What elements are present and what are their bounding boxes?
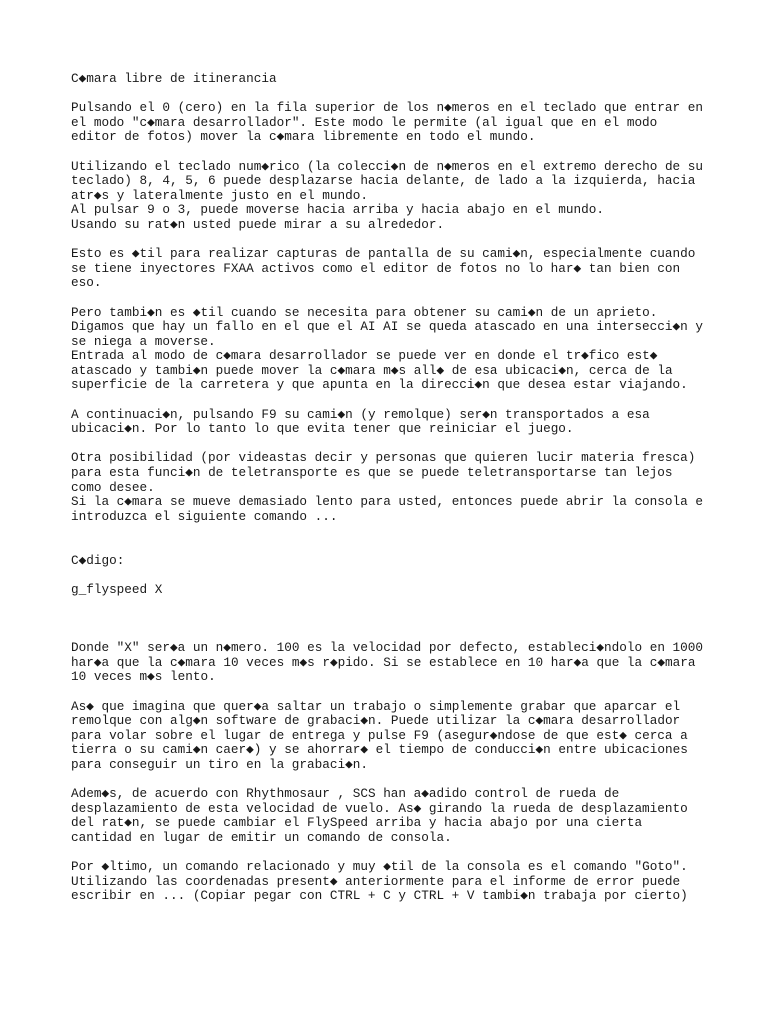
spacer <box>71 568 711 583</box>
paragraph-flyspeed-value: Donde "X" ser◆a un n◆mero. 100 es la velocidad por defecto, estableci◆ndolo en 1000 har◆a que la c◆mara 10 veces m◆s r◆pido. Si se establece en 10 har◆a que la c◆mara 10 veces m◆s lento. <box>71 640 704 685</box>
spacer <box>71 845 711 860</box>
paragraph-numpad-controls: Utilizando el teclado num◆rico (la colecci◆n de n◆meros en el extremo derecho de su teclado) 8, 4, 5, 6 puede desplazarse hacia delante, de lado a la izquierda, hacia atr◆s y lateralmente justo en el mundo. Al pulsar 9 o 3, puede moverse hacia arriba y hacia abajo en el mundo. Usando su rat◆n usted puede mirar a su alrededor. <box>71 158 704 232</box>
spacer <box>71 773 711 788</box>
document-page <box>71 72 711 904</box>
spacer <box>71 291 711 306</box>
paragraph-screenshots: Esto es ◆til para realizar capturas de pantalla de su cami◆n, especialmente cuando se tiene inyectores FXAA activos como el editor de fotos no lo har◆ tan bien con eso. <box>71 246 696 291</box>
paragraph-recording-tip: As◆ que imagina que quer◆a saltar un trabajo o simplemente grabar que aparcar el remolque con alg◆n software de grabaci◆n. Puede utilizar la c◆mara desarrollador para volar sobre el lugar de entrega y pulse F9 (asegur◆ndose de que est◆ cerca a tierra o su cami◆n caer◆) y se ahorrar◆ el tiempo de conducci◆n entre ubicaciones para conseguir un tiro en la grabaci◆n. <box>71 698 688 772</box>
spacer <box>71 233 711 248</box>
spacer <box>71 685 711 700</box>
paragraph-stuck-truck: Pero tambi◆n es ◆til cuando se necesita para obtener su cami◆n de un aprieto. Digamos que hay un fallo en el que el AI AI se queda atascado en una intersecci◆n y se niega a moverse. Entrada al modo de c◆mara desarrollador se puede ver en donde el tr◆fico est◆ atascado y tambi◆n puede mover la c◆mara m◆s all◆ de esa ubicaci◆n, cerca de la superficie de la carretera y que apunta en la direcci◆n que desea estar viajando. <box>71 304 703 393</box>
spacer <box>71 393 711 408</box>
code-command: g_flyspeed X <box>71 581 163 597</box>
spacer <box>71 145 711 160</box>
spacer <box>71 597 711 641</box>
paragraph-scroll-wheel: Adem◆s, de acuerdo con Rhythmosaur , SCS han a◆adido control de rueda de desplazamiento de esta velocidad de vuelo. As◆ girando la rueda de desplazamiento del rat◆n, se puede cambiar el FlySpeed arriba y hacia abajo por una cierta cantidad en lugar de emitir un comando de consola. <box>71 786 688 845</box>
spacer <box>71 87 711 102</box>
paragraph-videographers: Otra posibilidad (por videastas decir y personas que quieren lucir materia fresca) para esta funci◆n de teletransporte es que se puede teletransportarse tan lejos como desee. Si la c◆mara se mueve demasiado lento para usted, entonces puede abrir la consola e introduzca el siguiente comando ... <box>71 450 703 524</box>
spacer <box>71 437 711 452</box>
document-title: C◆mara libre de itinerancia <box>71 71 277 86</box>
spacer <box>71 524 711 553</box>
paragraph-goto-command: Por ◆ltimo, un comando relacionado y muy ◆til de la consola es el comando "Goto". Utilizando las coordenadas present◆ anteriormente para el informe de error puede escribir en ... (Copiar pegar con CTRL + C y CTRL + V tambi◆n trabaja por cierto) <box>71 859 688 904</box>
code-label: C◆digo: <box>71 552 125 568</box>
paragraph-f9-teleport: A continuaci◆n, pulsando F9 su cami◆n (y remolque) ser◆n transportados a esa ubicaci◆n. Por lo tanto lo que evita tener que reiniciar el juego. <box>71 406 650 437</box>
paragraph-camera-mode: Pulsando el 0 (cero) en la fila superior de los n◆meros en el teclado que entrar en el modo "c◆mara desarrollador". Este modo le permite (al igual que en el modo editor de fotos) mover la c◆mara libremente en todo el mundo. <box>71 100 703 145</box>
